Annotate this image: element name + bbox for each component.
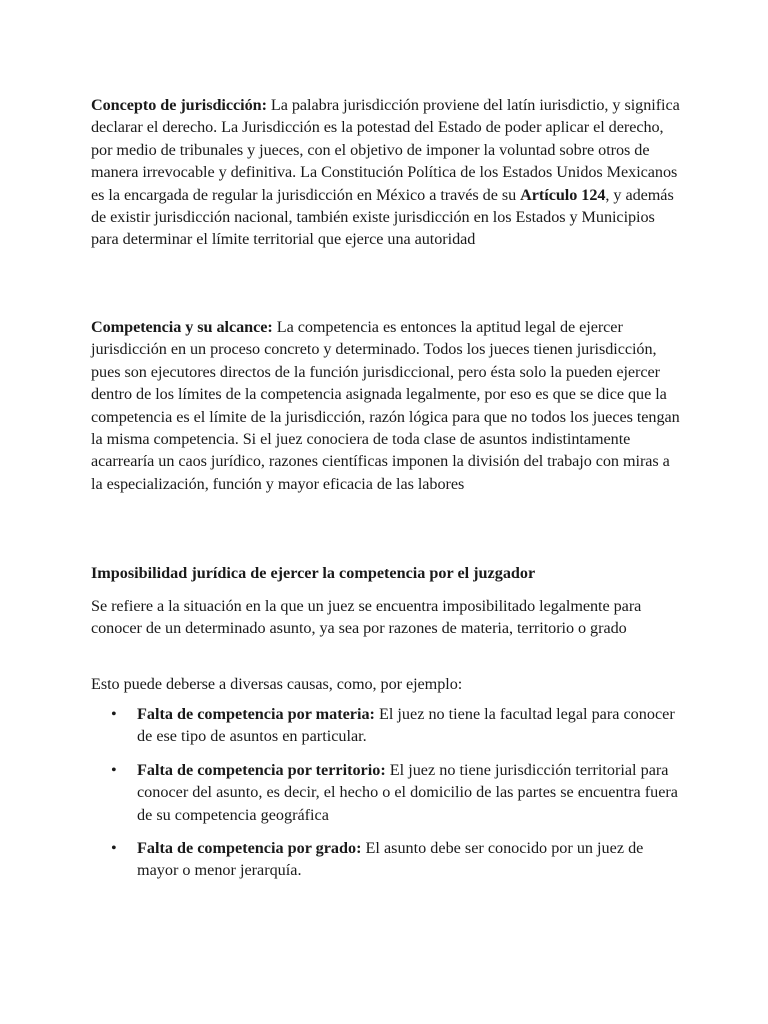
jurisdiction-paragraph [91, 94, 683, 251]
cause-text: El juez no tiene jurisdicción territorial para conocer del asunto, es decir, el hecho o el domicilio de las partes se encuentra fuera de su competencia geográfica [137, 760, 678, 824]
causes-list [91, 703, 683, 893]
cause-label: Falta de competencia por territorio: [137, 760, 386, 779]
competence-label: Competencia y su alcance: [91, 318, 273, 336]
cause-text: El juez no tiene la facultad legal para conocer de ese tipo de asuntos en particular. [137, 705, 675, 746]
bullet-icon: • [111, 705, 117, 723]
competence-paragraph [91, 316, 683, 495]
causes-intro: Esto puede deberse a diversas causas, como, por ejemplo: [91, 675, 463, 693]
competence-text: La competencia es entonces la aptitud legal de ejercer jurisdicción en un proceso concreto y determinado. Todos los jueces tienen jurisdicción, pues son ejecutores directos de la función jurisdiccional, pero ésta solo la pueden ejercer dentro de los límites de la competencia asignada legalmente, por eso es que se dice que la competencia es el límite de la jurisdicción, razón lógica para que no todos los jueces tengan la misma competencia. Si el juez conociera de toda clase de asuntos indistintamente acarrearía un caos jurídico, razones científicas imponen la división del trabajo con miras a la especialización, función y mayor eficacia de las labores [91, 318, 680, 493]
jurisdiction-label: Concepto de jurisdicción: [91, 96, 267, 114]
jurisdiction-text-a: La palabra jurisdicción proviene del latín iurisdictio, y significa declarar el derecho. La Jurisdicción es la potestad del Estado de poder aplicar el derecho, por medio de tribunales y jueces, con el objetivo de imponer la voluntad sobre otros de manera irrevocable y definitiva. La Constitución Política de los Estados Unidos Mexicanos es la encargada de regular la jurisdicción en México a través de su [91, 96, 680, 204]
impossibility-heading: Imposibilidad jurídica de ejercer la competencia por el juzgador [91, 564, 536, 582]
bullet-icon: • [111, 760, 117, 779]
jurisdiction-text-b: , y además de existir jurisdicción nacional, también existe jurisdicción en los Estados y Municipios para determinar el límite territorial que ejerce una autoridad [91, 185, 674, 249]
list-item [91, 703, 683, 748]
list-item [91, 837, 683, 882]
cause-label: Falta de competencia por materia: [137, 705, 375, 723]
cause-text: El asunto debe ser conocido por un juez de mayor o menor jerarquía. [137, 839, 644, 880]
bullet-icon: • [111, 839, 117, 858]
article-reference: Artículo 124 [520, 185, 606, 204]
cause-label: Falta de competencia por grado: [137, 839, 362, 858]
impossibility-paragraph: Se refiere a la situación en la que un juez se encuentra imposibilitado legalmente para conocer de un determinado asunto, ya sea por razones de materia, territorio o grado [91, 597, 642, 638]
list-item [91, 759, 683, 826]
